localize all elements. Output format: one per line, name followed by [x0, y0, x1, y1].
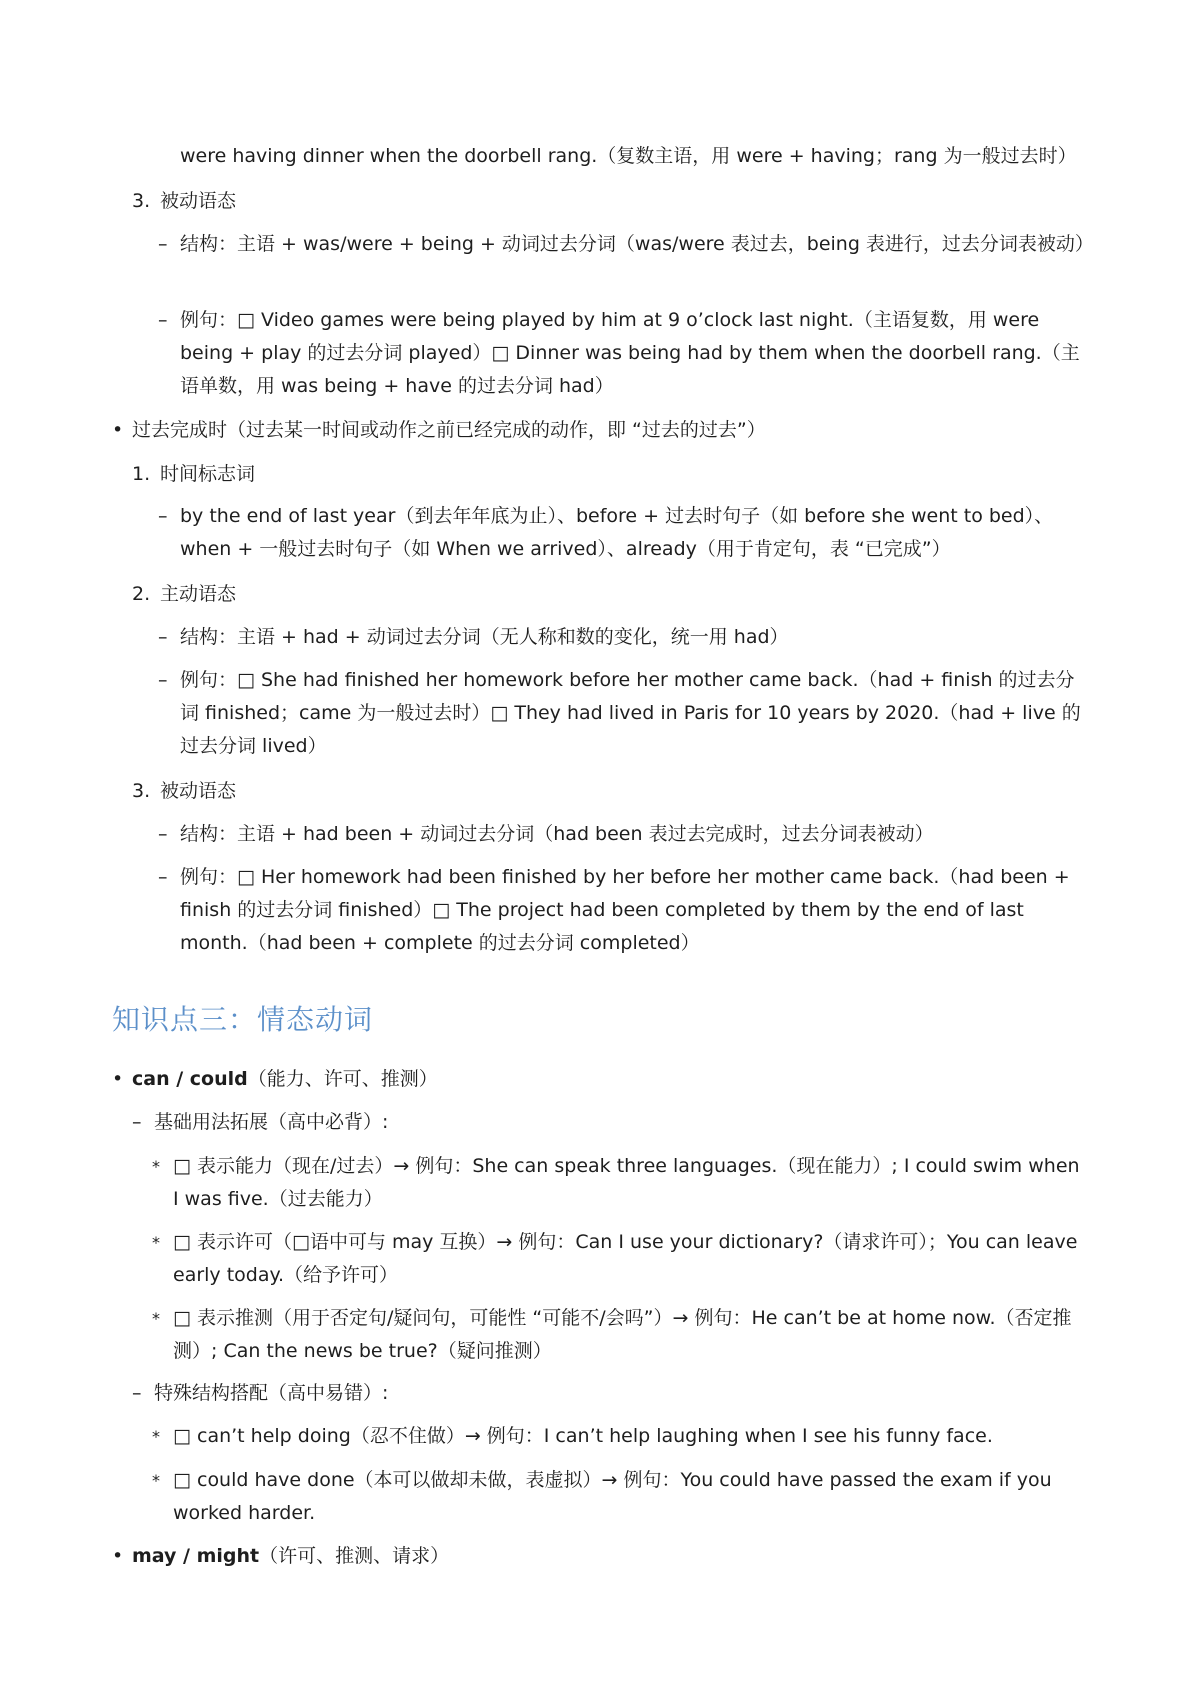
- star-item: [152, 1226, 1090, 1292]
- item-text: 被动语态: [160, 190, 237, 212]
- star-item: [152, 1302, 1090, 1368]
- star-item: [152, 1420, 1090, 1453]
- numbered-item: [132, 775, 1032, 808]
- dash-marker: –: [158, 823, 168, 845]
- dash-item: [132, 1377, 1090, 1410]
- dash-marker: –: [158, 669, 168, 691]
- dash-marker: –: [132, 1111, 142, 1133]
- star-item: [152, 1150, 1090, 1216]
- item-text: 主动语态: [160, 583, 237, 605]
- dash-item: [158, 228, 1094, 261]
- item-text: by the end of last year（到去年年底为止）、before + 过去时句子（如 before she went to bed）、when + 一般过去时句子（如 When we arrived）、already（用于肯定句，表 “已完成”）: [180, 505, 1054, 560]
- star-marker: *: [152, 1471, 160, 1490]
- dash-item: [132, 1106, 1090, 1139]
- item-text: 例句：□ She had finished her homework before her mother came back.（had + finish 的过去分词 finished；came 为一般过去时）□ They had lived in Paris for 10 years by 2020.（had + live 的过去分词 lived）: [180, 669, 1081, 757]
- item-text: □ 表示许可（□语中可与 may 互换）→ 例句：Can I use your dictionary?（请求许可）；You can leave early today.（给予许可）: [173, 1231, 1078, 1286]
- dash-marker: –: [158, 233, 168, 255]
- paragraph-text: were having dinner when the doorbell rang.（复数主语，用 were + having；rang 为一般过去时）: [180, 145, 1077, 167]
- item-number: 1.: [132, 463, 151, 485]
- star-marker: *: [152, 1427, 160, 1446]
- section-heading: 知识点三：情态动词: [112, 1003, 374, 1036]
- bullet-note: （能力、许可、推测）: [247, 1068, 438, 1090]
- bullet-marker: •: [112, 1545, 124, 1567]
- dash-marker: –: [158, 866, 168, 888]
- item-number: 3.: [132, 190, 151, 212]
- item-text: 时间标志词: [160, 463, 256, 485]
- dash-marker: –: [158, 309, 168, 331]
- dash-item: [158, 304, 1090, 403]
- numbered-item: [132, 458, 1032, 491]
- star-marker: *: [152, 1309, 160, 1328]
- dash-marker: –: [158, 626, 168, 648]
- item-text: 结构：主语 + had + 动词过去分词（无人称和数的变化，统一用 had）: [180, 626, 789, 648]
- item-text: 例句：□ Video games were being played by him at 9 o’clock last night.（主语复数，用 were being + play 的过去分词 played）□ Dinner was being had by them when the doorbell rang.（主语单数，用 was being + have 的过去分词 had）: [180, 309, 1080, 397]
- dash-item: [158, 861, 1090, 960]
- item-text: 特殊结构搭配（高中易错）:: [154, 1382, 389, 1404]
- item-text: □ can’t help doing（忍不住做）→ 例句：I can’t help laughing when I see his funny face.: [173, 1425, 993, 1447]
- dash-item: [158, 664, 1090, 763]
- bullet-note: （许可、推测、请求）: [259, 1545, 450, 1567]
- bullet-marker: •: [112, 419, 124, 441]
- bullet-item: [112, 1540, 1090, 1573]
- item-text: □ 表示能力（现在/过去）→ 例句：She can speak three languages.（现在能力）; I could swim when I was five.（过去能力）: [173, 1155, 1080, 1210]
- star-marker: *: [152, 1233, 160, 1252]
- dash-item: [158, 818, 1090, 851]
- item-number: 2.: [132, 583, 151, 605]
- text-line: [180, 140, 1090, 173]
- dash-marker: –: [132, 1382, 142, 1404]
- bullet-item: [112, 414, 1090, 447]
- item-text: □ 表示推测（用于否定句/疑问句，可能性 “可能不/会吗”）→ 例句：He can’t be at home now.（否定推测）; Can the news be true?（疑问推测）: [173, 1307, 1072, 1362]
- bullet-keyword: may / might: [132, 1545, 260, 1567]
- numbered-item: [132, 185, 1032, 218]
- item-text: 例句：□ Her homework had been finished by her before her mother came back.（had been + finish 的过去分词 finished）□ The project had been completed by them by the end of last month.（had been + complete 的过去分词 completed）: [180, 866, 1070, 954]
- item-text: 结构：主语 + was/were + being + 动词过去分词（was/were 表过去，being 表进行，过去分词表被动）: [180, 233, 1094, 255]
- item-text: 过去完成时（过去某一时间或动作之前已经完成的动作，即 “过去的过去”）: [132, 419, 766, 441]
- dash-item: [158, 621, 1090, 654]
- bullet-marker: •: [112, 1068, 124, 1090]
- item-text: 结构：主语 + had been + 动词过去分词（had been 表过去完成时，过去分词表被动）: [180, 823, 934, 845]
- item-text: 被动语态: [160, 780, 237, 802]
- item-text: □ could have done（本可以做却未做，表虚拟）→ 例句：You could have passed the exam if you worked harder.: [173, 1469, 1052, 1524]
- dash-marker: –: [158, 505, 168, 527]
- dash-item: [158, 500, 1090, 566]
- star-item: [152, 1464, 1090, 1530]
- bullet-item: [112, 1063, 1090, 1096]
- item-text: 基础用法拓展（高中必背）:: [154, 1111, 389, 1133]
- numbered-item: [132, 578, 1032, 611]
- star-marker: *: [152, 1157, 160, 1176]
- bullet-keyword: can / could: [132, 1068, 248, 1090]
- item-number: 3.: [132, 780, 151, 802]
